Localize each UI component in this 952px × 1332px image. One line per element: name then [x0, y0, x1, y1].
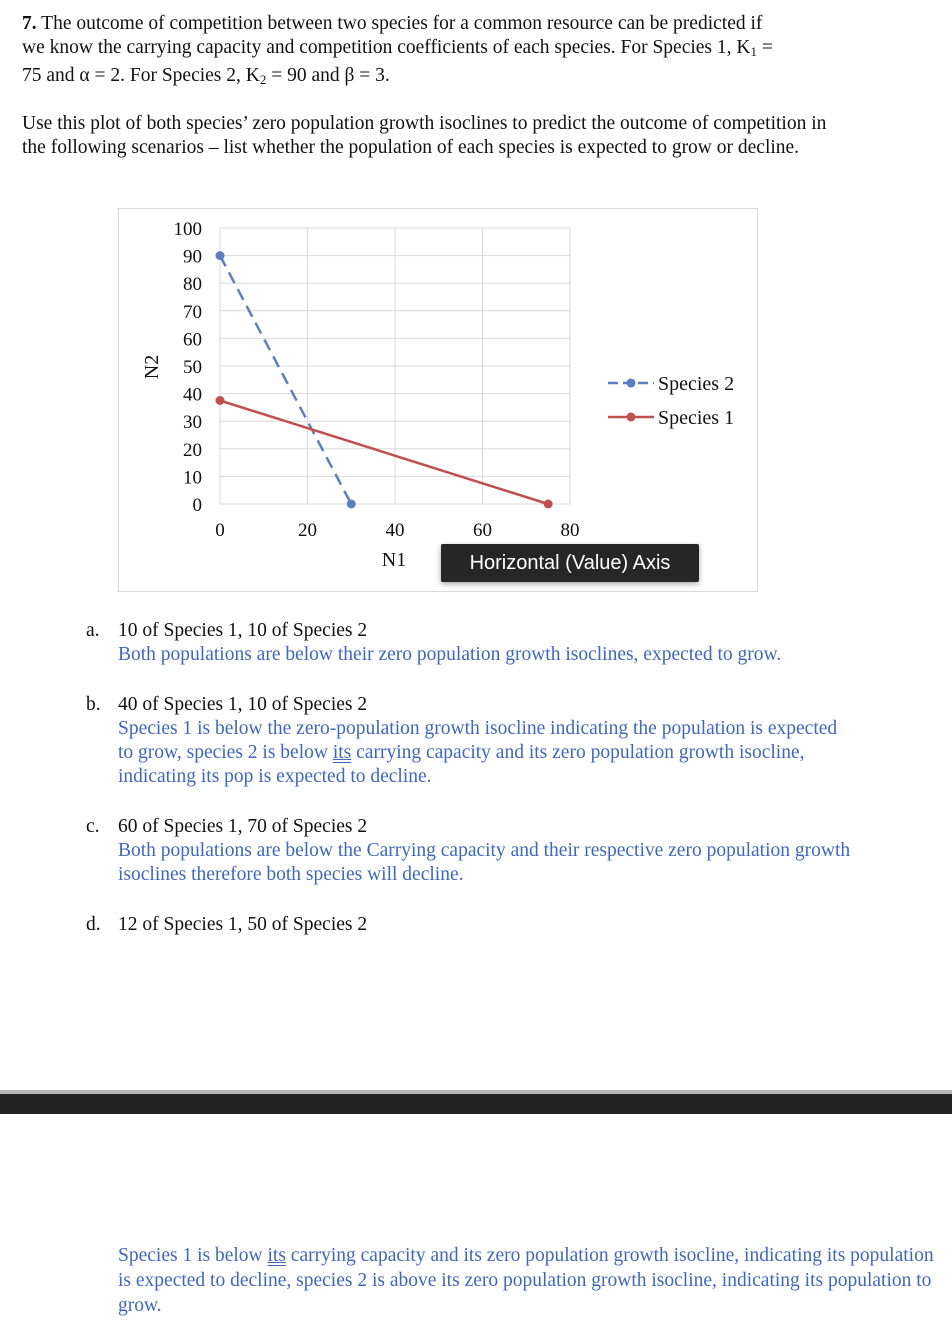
item-question: 12 of Species 1, 50 of Species 2 — [118, 914, 368, 935]
item-question: 60 of Species 1, 70 of Species 2 — [118, 816, 368, 837]
spellcheck-flag-its[interactable]: its — [332, 742, 352, 763]
y-tick-label: 50 — [183, 357, 202, 378]
y-tick-label: 20 — [183, 439, 202, 461]
y-axis-label: N2 — [141, 354, 163, 380]
answer-d-part-2: carrying capacity and its zero population growth isocline, indicating its population is expected to decline, species 2 is above its zero population growth isocline, indicating its population to grow. — [118, 1245, 934, 1316]
answer-d — [118, 1243, 938, 1318]
y-tick-label: 10 — [183, 467, 202, 489]
item-answer: Both populations are below their zero population growth isoclines, expected to grow. — [118, 644, 782, 665]
answer-d-part-1: Species 1 is below — [118, 1245, 268, 1266]
y-tick-label: 80 — [183, 274, 202, 296]
legend-marker — [627, 379, 636, 388]
item-question: 10 of Species 1, 10 of Species 2 — [118, 620, 368, 641]
legend-label: Species 1 — [658, 407, 735, 429]
item-label: a. — [86, 620, 100, 641]
isocline-chart[interactable] — [118, 208, 758, 592]
y-tick-label: 40 — [183, 384, 202, 406]
data-point — [347, 500, 356, 509]
answer-part-1: Species 1 is below the zero-population growth isocline indicating the population is expected to grow, species 2 is below — [118, 718, 838, 763]
page-break-bar — [0, 1094, 952, 1114]
list-item-d — [86, 913, 946, 937]
data-point — [544, 500, 553, 509]
legend-marker — [627, 413, 636, 422]
item-label: d. — [86, 914, 101, 935]
x-tick-label: 20 — [298, 520, 317, 541]
y-tick-label: 30 — [183, 412, 202, 434]
item-question: 40 of Species 1, 10 of Species 2 — [118, 694, 368, 715]
list-item-c — [86, 815, 946, 887]
x-tick-label: 80 — [560, 520, 580, 541]
question-line-2-end: = — [756, 37, 773, 58]
x-tick-label: 60 — [473, 520, 492, 541]
y-tick-label: 100 — [173, 219, 202, 240]
list-item-b — [86, 693, 946, 789]
question-number: 7. — [22, 13, 37, 34]
spellcheck-flag-its[interactable]: its — [267, 1245, 286, 1266]
k2-subscript: 2 — [259, 72, 267, 87]
x-tick-label: 0 — [215, 520, 225, 541]
x-tick-label: 40 — [385, 520, 405, 541]
axis-tooltip: Horizontal (Value) Axis — [441, 544, 699, 582]
y-tick-label: 0 — [192, 495, 202, 516]
y-tick-label: 70 — [183, 301, 202, 323]
answer-part-2: carrying capacity and its zero population growth isocline, indicating its pop is expected to decline. — [118, 742, 805, 787]
item-answer: Both populations are below the Carrying capacity and their respective zero population growth isoclines therefore both species will decline. — [118, 840, 851, 885]
question-line-3-end: = 90 and β = 3. — [266, 65, 390, 86]
question-line-2: we know the carrying capacity and competition coefficients of each species. For Species 1, K — [22, 37, 751, 58]
data-point — [216, 396, 225, 405]
legend-label: Species 2 — [658, 373, 735, 395]
x-axis-label: N1 — [381, 549, 407, 571]
y-tick-label: 90 — [183, 246, 202, 268]
k1-subscript: 1 — [750, 44, 757, 59]
question-line-1: The outcome of competition between two species for a common resource can be predicted if — [41, 13, 763, 34]
question-line-3: 75 and α = 2. For Species 2, K — [22, 65, 260, 86]
instruction-text: Use this plot of both species’ zero population growth isoclines to predict the outcome of competition in the following scenarios – list whether the population of each species is expected to grow or decline. — [22, 113, 827, 158]
item-label: b. — [86, 694, 101, 715]
question-text — [22, 12, 942, 92]
y-tick-label: 60 — [183, 329, 202, 351]
list-item-a — [86, 619, 946, 667]
item-answer — [118, 717, 838, 789]
data-point — [216, 251, 225, 260]
item-label: c. — [86, 816, 100, 837]
